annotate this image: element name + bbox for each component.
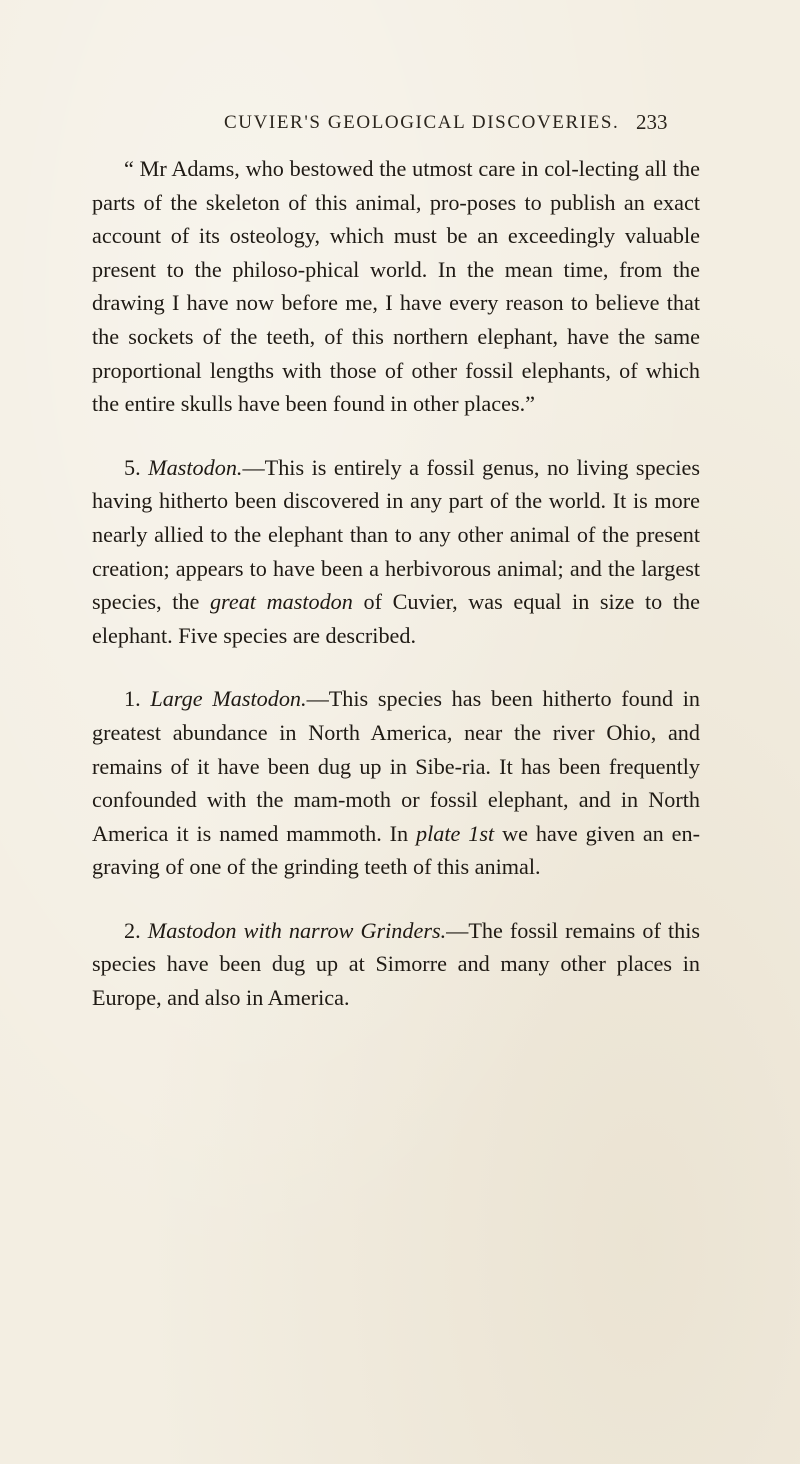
section-number: 2. [124, 917, 141, 943]
paragraph-mastodon [92, 451, 700, 653]
page-number: 233 [636, 110, 668, 134]
emphasis-text: plate 1st [416, 820, 495, 846]
paragraph-text: —This species has been hitherto found in greatest abundance in North America, near the river Ohio, and remains of it have been dug up in Sibe-ria. It has been frequently confounded with the mam-moth or fossil elephant, and in North America it is named mammoth. In [92, 686, 701, 846]
paragraph-text: “ Mr Adams, who bestowed the utmost care in col-lecting all the parts of the skeleton of this animal, pro-poses to publish an exact account of its osteology, which must be an exceedingly valuable present to the philoso-phical world. In the mean time, from the drawing I have now before me, I have every reason to believe that the sockets of the teeth, of this northern elephant, have the same proportional lengths with those of other fossil elephants, of which the entire skulls have been found in other places.” [92, 156, 700, 417]
body-text [92, 152, 700, 1015]
section-heading: Mastodon. [148, 454, 243, 480]
section-heading: Mastodon with narrow Grinders. [147, 917, 447, 943]
paragraph-large-mastodon [92, 682, 700, 884]
paragraph-text: —This is entirely a fossil genus, no living species having hitherto been discovered in any part of the world. It is more nearly allied to the elephant than to any other animal of the present creation; appears to have been a herbivorous animal; and the largest species, the [92, 454, 701, 615]
paragraph-narrow-grinders [92, 914, 700, 1015]
paragraph-quote [92, 152, 700, 421]
section-number: 5. [124, 454, 141, 480]
running-title: CUVIER'S GEOLOGICAL DISCOVERIES. [224, 112, 620, 133]
paragraph-text-after: we have given an en-graving of one of the grinding teeth of this animal. [92, 820, 700, 880]
section-heading: Large Mastodon. [150, 686, 307, 712]
section-number: 1. [124, 686, 141, 712]
paragraph-text: —The fossil remains of this species have been dug up at Simorre and many other places in Europe, and also in America. [92, 917, 701, 1011]
paragraph-text-after: of Cuvier, was equal in size to the elephant. Five species are described. [92, 589, 700, 648]
emphasis-text: great mastodon [209, 589, 353, 615]
